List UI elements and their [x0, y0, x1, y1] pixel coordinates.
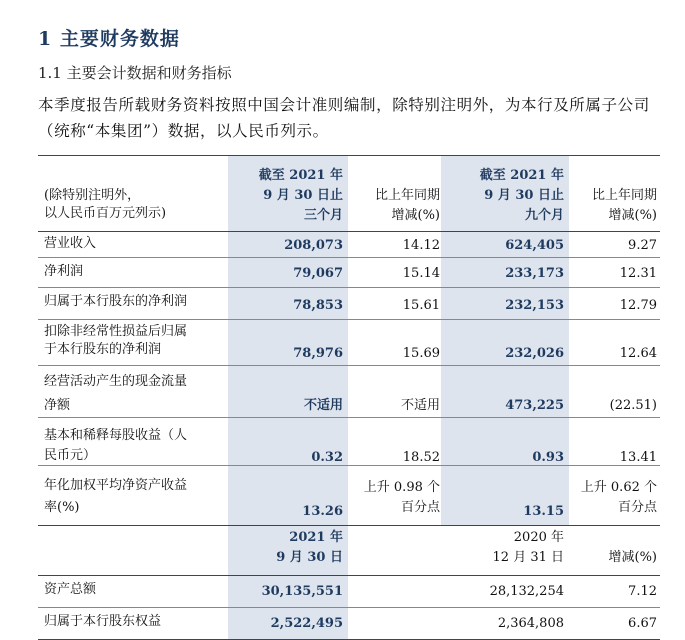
col-ytd-header-l1: 截至 2021 年 [479, 168, 564, 183]
col-q3-header-l1: 截至 2021 年 [258, 168, 343, 183]
col-ytd-header-l3: 九个月 [524, 208, 564, 223]
cell-ytd: 232,026 [505, 346, 564, 361]
intro-paragraph: 本季度报告所载财务资料按照中国会计准则编制，除特别注明外，为本行及所属子公司（统称“本集团”）数据，以人民币列示。 [38, 96, 650, 140]
cell-ytd-chg: (22.51) [609, 398, 657, 413]
col-ytdchg-header-l2: 增减(%) [608, 208, 657, 223]
col-cur-header-l2: 9 月 30 日 [276, 550, 343, 565]
cell-prev: 2,364,808 [497, 616, 564, 631]
unit-note-line2: 以人民币百万元列示) [44, 206, 167, 221]
col-cur-header-l1: 2021 年 [289, 530, 343, 545]
cell-ytd-chg: 12.64 [619, 346, 657, 361]
cell-q3-chg: 15.69 [402, 346, 440, 361]
cell-chg: 7.12 [628, 584, 657, 599]
row-label: 归属于本行股东权益 [44, 614, 162, 629]
section-title: 1 主要财务数据 [38, 28, 180, 50]
cell-q3-chg: 15.61 [402, 298, 440, 313]
col-chg-header: 增减(%) [608, 550, 657, 565]
col-q3-header-l2: 9 月 30 日止 [263, 188, 343, 203]
col-q3chg-header-l2: 增减(%) [391, 208, 440, 223]
cell-q3: 79,067 [293, 266, 343, 281]
cell-cur: 30,135,551 [261, 584, 343, 599]
cell-q3: 13.26 [302, 504, 343, 519]
cell-cur: 2,522,495 [270, 616, 343, 631]
cell-ytd: 13.15 [523, 504, 564, 519]
row-label-line1: 年化加权平均净资产收益 [44, 478, 188, 493]
row-label: 净利润 [44, 264, 84, 279]
cell-ytd-chg-line1: 上升 0.62 个 [580, 480, 657, 495]
col-ytd-header-l2: 9 月 30 日止 [484, 188, 564, 203]
cell-q3-chg: 不适用 [400, 398, 440, 413]
col-q3-header-l3: 三个月 [303, 208, 343, 223]
cell-q3: 78,976 [293, 346, 343, 361]
cell-ytd: 233,173 [505, 266, 564, 281]
row-label-line2: 净额 [44, 398, 71, 413]
row-label-line2: 于本行股东的净利润 [44, 342, 162, 357]
row-label-line1: 经营活动产生的现金流量 [44, 374, 188, 389]
cell-ytd-chg-line2: 百分点 [617, 500, 657, 515]
subsection-title: 1.1 主要会计数据和财务指标 [38, 64, 232, 82]
col-prev-header-l2: 12 月 31 日 [492, 550, 564, 565]
unit-note-line1: (除特别注明外， [44, 188, 141, 203]
cell-ytd-chg: 13.41 [619, 450, 657, 465]
cell-ytd-chg: 12.79 [619, 298, 657, 313]
row-label: 资产总额 [44, 582, 97, 597]
col-q3chg-header-l1: 比上年同期 [374, 188, 440, 203]
col-ytdchg-header-l1: 比上年同期 [591, 188, 657, 203]
cell-ytd: 624,405 [505, 238, 564, 253]
cell-ytd-chg: 9.27 [628, 238, 657, 253]
row-label: 营业收入 [44, 236, 97, 251]
cell-ytd: 232,153 [505, 298, 564, 313]
cell-ytd: 473,225 [505, 398, 564, 413]
cell-q3: 不适用 [303, 398, 343, 413]
row-label-line2: 民币元） [44, 448, 97, 463]
col-prev-header-l1: 2020 年 [513, 530, 564, 545]
row-label-line1: 基本和稀释每股收益（人 [44, 428, 188, 443]
row-label-line2: 率(%) [44, 500, 80, 515]
row-label: 归属于本行股东的净利润 [44, 294, 188, 309]
cell-prev: 28,132,254 [489, 584, 564, 599]
cell-q3: 0.32 [311, 450, 343, 465]
section2-rule [38, 525, 660, 526]
cell-q3-chg: 14.12 [402, 238, 440, 253]
cell-q3-chg: 18.52 [402, 450, 440, 465]
cell-q3-chg: 15.14 [402, 266, 440, 281]
cell-ytd: 0.93 [532, 450, 564, 465]
cell-ytd-chg: 12.31 [619, 266, 657, 281]
cell-q3-chg-line1: 上升 0.98 个 [363, 480, 440, 495]
cell-q3: 208,073 [284, 238, 343, 253]
cell-chg: 6.67 [628, 616, 657, 631]
row-label-line1: 扣除非经常性损益后归属 [44, 324, 188, 339]
cell-q3-chg-line2: 百分点 [400, 500, 440, 515]
header-rule [38, 231, 660, 232]
financial-table [38, 155, 660, 640]
table-top-rule [38, 155, 660, 156]
cell-q3: 78,853 [293, 298, 343, 313]
